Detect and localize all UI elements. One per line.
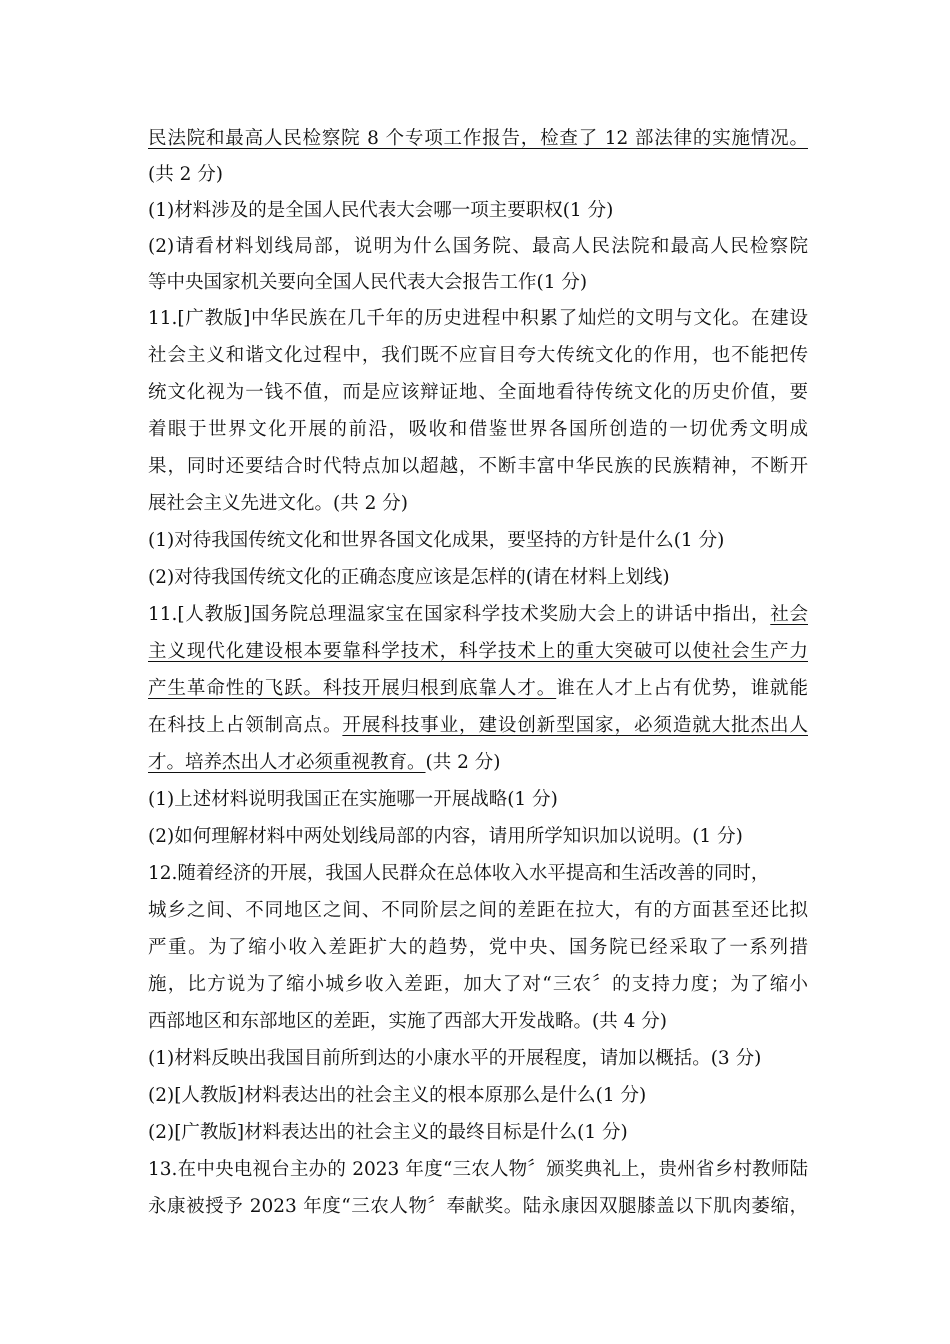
text-span: (1)材料涉及的是全国人民代表大会哪一项主要职权(1 分) (148, 200, 614, 221)
text-span: 产生革命性的飞跃。科技开展归根到底靠人才。 (148, 678, 557, 699)
text-line (148, 711, 808, 741)
text-span: (1)材料反映出我国目前所到达的小康水平的开展程度，请加以概括。(3 分) (148, 1048, 762, 1069)
text-line (148, 1192, 808, 1222)
text-line (148, 1118, 808, 1148)
text-line (148, 859, 808, 889)
text-line (148, 563, 808, 593)
text-line (148, 748, 808, 778)
text-span: 社会 (770, 604, 808, 625)
text-line (148, 160, 808, 190)
text-span: 才。培养杰出人才必须重视教育。 (148, 752, 426, 773)
text-span: 社会主义和谐文化过程中，我们既不应盲目夸大传统文化的作用，也不能把传 (148, 345, 808, 366)
text-line (148, 1081, 808, 1111)
text-line (148, 526, 808, 556)
text-span: 城乡之间、不同地区之间、不同阶层之间的差距在拉大，有的方面甚至还比拟 (148, 900, 808, 921)
text-line (148, 637, 808, 667)
text-span: 12.随着经济的开展，我国人民群众在总体收入水平提高和生活改善的同时， (148, 863, 770, 884)
text-span: (2)对待我国传统文化的正确态度应该是怎样的(请在材料上划线) (148, 567, 670, 588)
text-line (148, 415, 808, 445)
text-line (148, 378, 808, 408)
text-line (148, 600, 808, 630)
text-line (148, 674, 808, 704)
text-line (148, 341, 808, 371)
text-line (148, 970, 808, 1000)
text-span: (2)如何理解材料中两处划线局部的内容，请用所学知识加以说明。(1 分) (148, 826, 743, 847)
text-span: 主义现代化建设根本要靠科学技术，科学技术上的重大突破可以使社会生产力 (148, 641, 808, 662)
text-span: 果，同时还要结合时代特点加以超越，不断丰富中华民族的民族精神，不断开 (148, 456, 808, 477)
text-span: (共 2 分) (425, 752, 501, 773)
text-span: 展社会主义先进文化。(共 2 分) (148, 493, 408, 514)
text-line (148, 1044, 808, 1074)
text-span: 施，比方说为了缩小城乡收入差距，加大了对“三农〞的支持力度；为了缩小 (148, 974, 808, 995)
text-line (148, 304, 808, 334)
text-span: 着眼于世界文化开展的前沿，吸收和借鉴世界各国所创造的一切优秀文明成 (148, 419, 808, 440)
text-span: (2)[广教版]材料表达出的社会主义的最终目标是什么(1 分) (148, 1122, 628, 1143)
text-line (148, 822, 808, 852)
text-span: 西部地区和东部地区的差距，实施了西部大开发战略。(共 4 分) (148, 1011, 667, 1032)
text-span: (1)对待我国传统文化和世界各国文化成果，要坚持的方针是什么(1 分) (148, 530, 725, 551)
text-line (148, 896, 808, 926)
text-line (148, 452, 808, 482)
text-line (148, 196, 808, 226)
text-span: 13.在中央电视台主办的 2023 年度“三农人物〞颁奖典礼上，贵州省乡村教师陆 (148, 1159, 808, 1180)
text-span: 严重。为了缩小收入差距扩大的趋势，党中央、国务院已经采取了一系列措 (148, 937, 808, 958)
text-span: (2)请看材料划线局部，说明为什么国务院、最高人民法院和最高人民检察院 (148, 236, 808, 257)
text-line (148, 489, 808, 519)
text-line (148, 785, 808, 815)
text-span: 在科技上占领制高点。 (148, 715, 343, 736)
text-span: (1)上述材料说明我国正在实施哪一开展战略(1 分) (148, 789, 558, 810)
text-span: 民法院和最高人民检察院 8 个专项工作报告，检查了 12 部法律的实施情况。 (148, 128, 808, 149)
text-line (148, 1155, 808, 1185)
text-span: (2)[人教版]材料表达出的社会主义的根本原那么是什么(1 分) (148, 1085, 647, 1106)
text-line (148, 268, 808, 298)
text-span: (共 2 分) (148, 164, 223, 185)
text-span: 11.[广教版]中华民族在几千年的历史进程中积累了灿烂的文明与文化。在建设 (148, 308, 808, 329)
text-span: 谁在人才上占有优势，谁就能 (556, 678, 808, 699)
text-line (148, 1007, 808, 1037)
text-line (148, 232, 808, 262)
text-span: 等中央国家机关要向全国人民代表大会报告工作(1 分) (148, 272, 588, 293)
text-span: 永康被授予 2023 年度“三农人物〞奉献奖。陆永康因双腿膝盖以下肌肉萎缩， (148, 1196, 808, 1217)
text-line (148, 124, 808, 154)
text-line (148, 933, 808, 963)
text-span: 统文化视为一钱不值，而是应该辩证地、全面地看待传统文化的历史价值，要 (148, 382, 808, 403)
text-span: 11.[人教版]国务院总理温家宝在国家科学技术奖励大会上的讲话中指出， (148, 604, 771, 625)
text-span: 开展科技事业，建设创新型国家，必须造就大批杰出人 (342, 715, 808, 736)
